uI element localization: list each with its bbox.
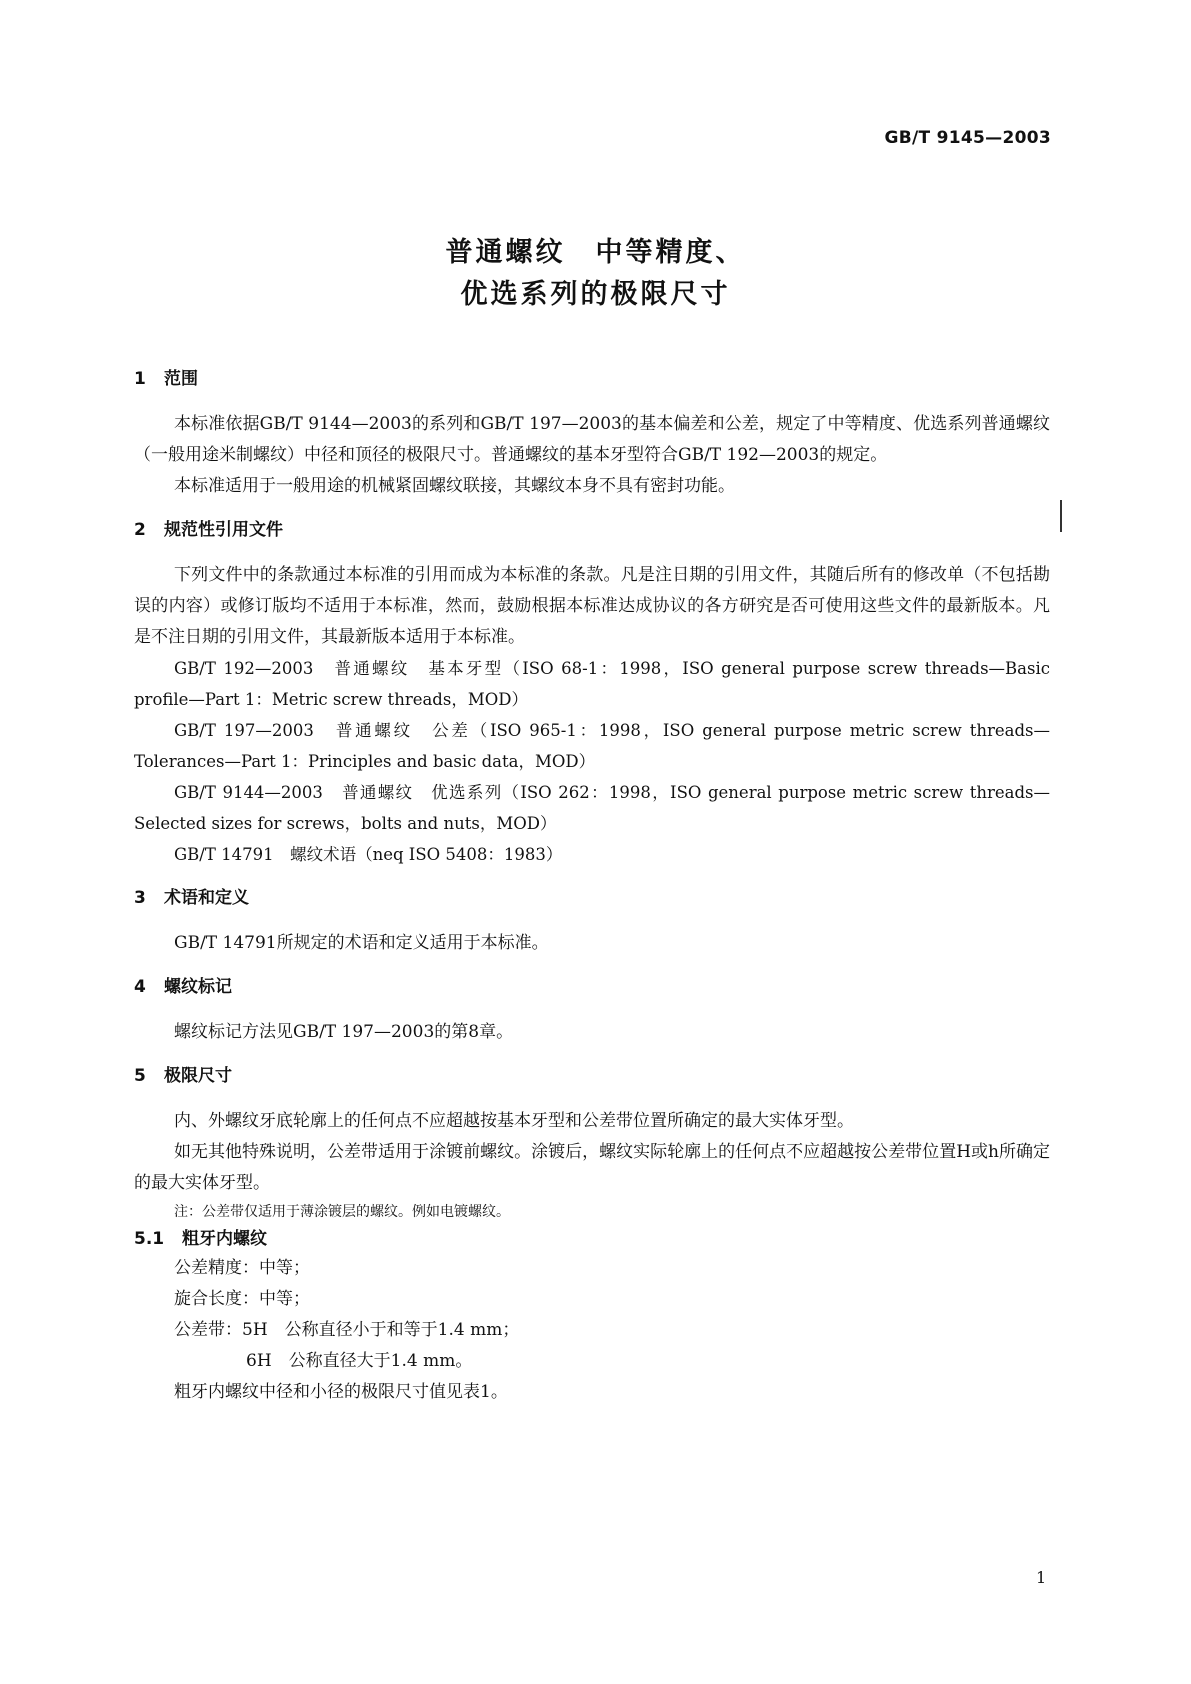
normative-reference: GB/T 192—2003 普通螺纹 基本牙型（ISO 68-1：1998，ISO general purpose screw threads—Basic profile—Part 1：Metric screw threads，MOD）	[134, 659, 1050, 709]
paragraph: 内、外螺纹牙底轮廓上的任何点不应超越按基本牙型和公差带位置所确定的最大实体牙型。	[174, 1111, 854, 1131]
spec-item: 旋合长度：中等；	[174, 1289, 310, 1309]
section-heading-5-1	[134, 1225, 1050, 1253]
document-title	[0, 232, 1191, 316]
section-number: 4	[134, 977, 146, 997]
spec-item: 6H 公称直径大于1.4 mm。	[246, 1351, 473, 1371]
paragraph: 如无其他特殊说明，公差带适用于涂镀前螺纹。涂镀后，螺纹实际轮廓上的任何点不应超越按公差带位置H或h所确定的最大实体牙型。	[134, 1142, 1050, 1193]
normative-reference: GB/T 9144—2003 普通螺纹 优选系列（ISO 262：1998，ISO general purpose metric screw threads—Selected sizes for screws，bolts and nuts，MOD）	[134, 783, 1050, 833]
paragraph: 本标准依据GB/T 9144—2003的系列和GB/T 197—2003的基本偏差和公差，规定了中等精度、优选系列普通螺纹（一般用途米制螺纹）中径和顶径的极限尺寸。普通螺纹的基本牙型符合GB/T 192—2003的规定。	[134, 414, 1050, 465]
section-number: 1	[134, 369, 146, 389]
section-heading-2	[134, 516, 1050, 544]
normative-reference: GB/T 14791 螺纹术语（neq ISO 5408：1983）	[174, 845, 563, 864]
section-title: 粗牙内螺纹	[182, 1229, 267, 1249]
normative-reference: GB/T 197—2003 普通螺纹 公差（ISO 965-1：1998，ISO general purpose metric screw threads—Tolerances—Part 1：Principles and basic data，MOD）	[134, 721, 1050, 771]
section-heading-5	[134, 1062, 1050, 1090]
section-number: 3	[134, 888, 146, 908]
title-line-2: 优选系列的极限尺寸	[460, 279, 731, 310]
spec-item: 公差带：5H 公称直径小于和等于1.4 mm；	[174, 1320, 520, 1340]
paragraph: 下列文件中的条款通过本标准的引用而成为本标准的条款。凡是注日期的引用文件，其随后所有的修改单（不包括勘误的内容）或修订版均不适用于本标准，然而，鼓励根据本标准达成协议的各方研究是否可使用这些文件的最新版本。凡是不注日期的引用文件，其最新版本适用于本标准。	[134, 565, 1050, 647]
section-title: 术语和定义	[164, 888, 249, 908]
section-heading-4	[134, 973, 1050, 1001]
section-title: 螺纹标记	[164, 977, 232, 997]
spec-item: 粗牙内螺纹中径和小径的极限尺寸值见表1。	[174, 1382, 508, 1402]
paragraph: GB/T 14791所规定的术语和定义适用于本标准。	[174, 933, 549, 953]
spec-item: 公差精度：中等；	[174, 1258, 310, 1278]
section-heading-3	[134, 884, 1050, 912]
section-number: 5.1	[134, 1229, 165, 1249]
standard-code: GB/T 9145—2003	[884, 128, 1051, 148]
section-title: 范围	[164, 369, 198, 389]
section-number: 2	[134, 520, 146, 540]
paragraph: 本标准适用于一般用途的机械紧固螺纹联接，其螺纹本身不具有密封功能。	[174, 476, 735, 496]
section-number: 5	[134, 1066, 146, 1086]
paragraph: 螺纹标记方法见GB/T 197—2003的第8章。	[174, 1022, 514, 1042]
title-line-1: 普通螺纹 中等精度、	[445, 237, 746, 268]
document-body	[134, 365, 1050, 1408]
section-title: 极限尺寸	[164, 1066, 232, 1086]
change-bar	[1060, 500, 1062, 532]
page-number: 1	[1036, 1568, 1047, 1587]
note: 注：公差带仅适用于薄涂镀层的螺纹。例如电镀螺纹。	[174, 1204, 510, 1220]
section-heading-1	[134, 365, 1050, 393]
section-title: 规范性引用文件	[164, 520, 283, 540]
